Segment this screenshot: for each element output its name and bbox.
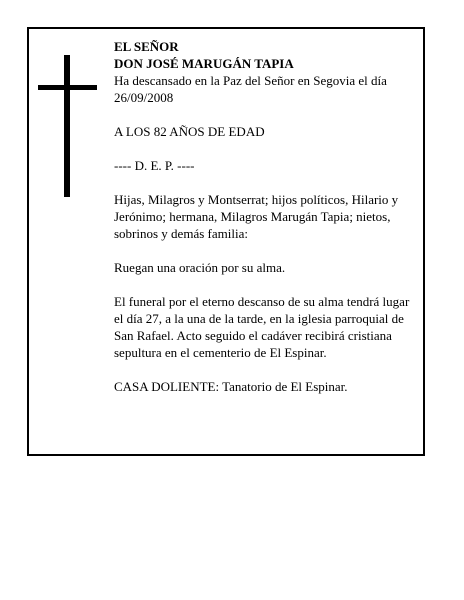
- family-list: Hijas, Milagros y Montserrat; hijos políticos, Hilario y Jerónimo; hermana, Milagros Marugán Tapia; nietos, sobrinos y demás familia:: [114, 192, 399, 241]
- obituary-text-block: [114, 38, 416, 395]
- age-at-death: A LOS 82 AÑOS DE EDAD: [114, 124, 265, 139]
- mourning-house: CASA DOLIENTE: Tanatorio de El Espinar.: [114, 379, 348, 394]
- funeral-details: El funeral por el eterno descanso de su alma tendrá lugar el día 27, a la una de la tarde, en la iglesia parroquial de San Rafael. Acto seguido el cadáver recibirá cristiana sepultura en el cementerio de El Espinar.: [114, 294, 410, 360]
- notice-title-honorific: EL SEÑOR: [114, 39, 179, 54]
- death-announcement: Ha descansado en la Paz del Señor en Segovia el día 26/09/2008: [114, 73, 387, 105]
- prayer-request: Ruegan una oración por su alma.: [114, 260, 286, 275]
- cross-horizontal-bar: [38, 85, 97, 90]
- rest-in-peace-line: ---- D. E. P. ----: [114, 158, 195, 173]
- cross-vertical-bar: [64, 55, 70, 197]
- deceased-name: DON JOSÉ MARUGÁN TAPIA: [114, 56, 294, 71]
